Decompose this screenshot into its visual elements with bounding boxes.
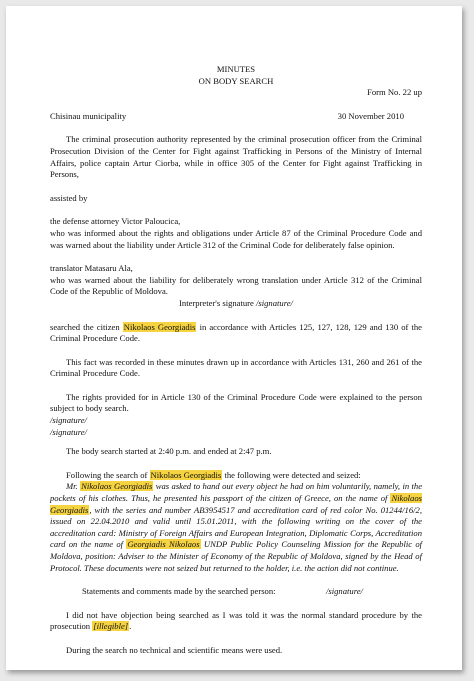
title-line-1: MINUTES	[216, 64, 256, 74]
signature-2: /signature/	[50, 426, 87, 437]
place: Chisinau municipality	[50, 110, 127, 121]
document-body	[50, 64, 422, 657]
assisted-by: assisted by	[50, 192, 88, 203]
signature-1: /signature/	[50, 415, 87, 426]
paragraph-rights: The rights provided for in Article 130 of the Criminal Procedure Code were explained to the person subject to body search.	[50, 391, 422, 414]
person-name-reversed-highlight: Georgiadis Nikolaos	[127, 539, 200, 550]
paragraph-recorded: This fact was recorded in these minutes drawn up in accordance with Articles 131, 260 and 261 of the Criminal Procedure Code.	[50, 356, 422, 379]
title-line-2: ON BODY SEARCH	[198, 75, 274, 86]
attorney-name: the defense attorney Victor Paloucica,	[50, 216, 181, 227]
translator-name: translator Matasaru Ala,	[50, 263, 133, 274]
place-date-row	[50, 111, 422, 123]
following-suffix: the following were detected and seized:	[224, 469, 361, 480]
interpreter-signature-label: Interpreter's signature	[179, 297, 254, 308]
person-name-highlight: Nikolaos Georgiadis	[50, 493, 422, 515]
paragraph-time: The body search started at 2:40 p.m. and ended at 2:47 p.m.	[66, 446, 272, 457]
statements-label: Statements and comments made by the searched person:	[82, 586, 276, 597]
date: 30 November 2010	[337, 110, 404, 121]
paragraph-objection: I did not have objection being searched as I was told it was the normal standard procedure by the prosecution [illegible].	[50, 609, 422, 632]
document-page	[6, 6, 462, 670]
seized-mr: Mr.	[66, 481, 78, 492]
person-name-highlight: Nikolaos Georgiadis	[150, 469, 222, 480]
document-title	[50, 64, 422, 87]
seized-text-3: UNDP Public Policy Counseling Mission for the Republic of Moldova, position: Adviser to the Minister of Economy of the Republic of Moldova, signed by the Head of Protocol. These documents were not seized but returned to the holder, i.e. the action did not continue.	[50, 539, 423, 573]
paragraph-searched	[50, 322, 422, 345]
interpreter-signature: /signature/	[256, 297, 293, 308]
statements-row	[50, 586, 422, 598]
person-name-highlight: Nikolaos Georgiadis	[123, 321, 196, 332]
paragraph-seized	[50, 481, 422, 574]
paragraph-authority: The criminal prosecution authority represented by the criminal prosecution officer from the Criminal Prosecution Division of the Center for Fight against Trafficking in Persons of the Ministry of Internal Affairs, police captain Artur Ciorba, while in office 305 of the Center for Fight against Trafficking in Persons,	[50, 134, 422, 180]
illegible-highlight: [illegible]	[93, 621, 129, 632]
searched-suffix: in accordance with Articles 125, 127, 128, 129 and 130 of the Criminal Procedure Code.	[50, 321, 422, 344]
paragraph-following	[50, 470, 422, 482]
translator-text: who was warned about the liability for deliberately wrong translation under Article 312 of the Criminal Code of the Republic of Moldova.	[50, 274, 422, 297]
following-prefix: Following the search of	[66, 469, 148, 480]
paragraph-final: During the search no technical and scientific means were used.	[66, 644, 283, 655]
person-name-highlight: Nikolaos Georgiadis	[81, 481, 153, 492]
form-number: Form No. 22 up	[367, 87, 422, 98]
statements-signature: /signature/	[326, 586, 363, 597]
attorney-text: who was informed about the rights and obligations under Article 87 of the Criminal Procedure Code and was warned about the liability under Article 312 of the Criminal Code for deliberately false opinion.	[50, 227, 422, 250]
interpreter-signature-line	[50, 298, 422, 310]
searched-prefix: searched the citizen	[50, 321, 120, 332]
seized-text-1: was asked to hand out every object he had on him voluntarily, namely, in the pockets of his clothes. Thus, he presented his passport of the citizen of Greece, on the name of	[50, 481, 423, 504]
seized-text-2: , with the series and number AB3954517 and accreditation card of red color No. 01244/16/2, issued on 22.04.2010 and valid until 15.01.2011, with the following writing on the cover of the accreditation card: Ministry of Foreign Affairs and European Integration, Diplomatic Corps, Accreditation card on the name of	[50, 504, 422, 550]
objection-text: I did not have objection being searched as I was told it was the normal standard procedure by the prosecution	[50, 609, 422, 632]
